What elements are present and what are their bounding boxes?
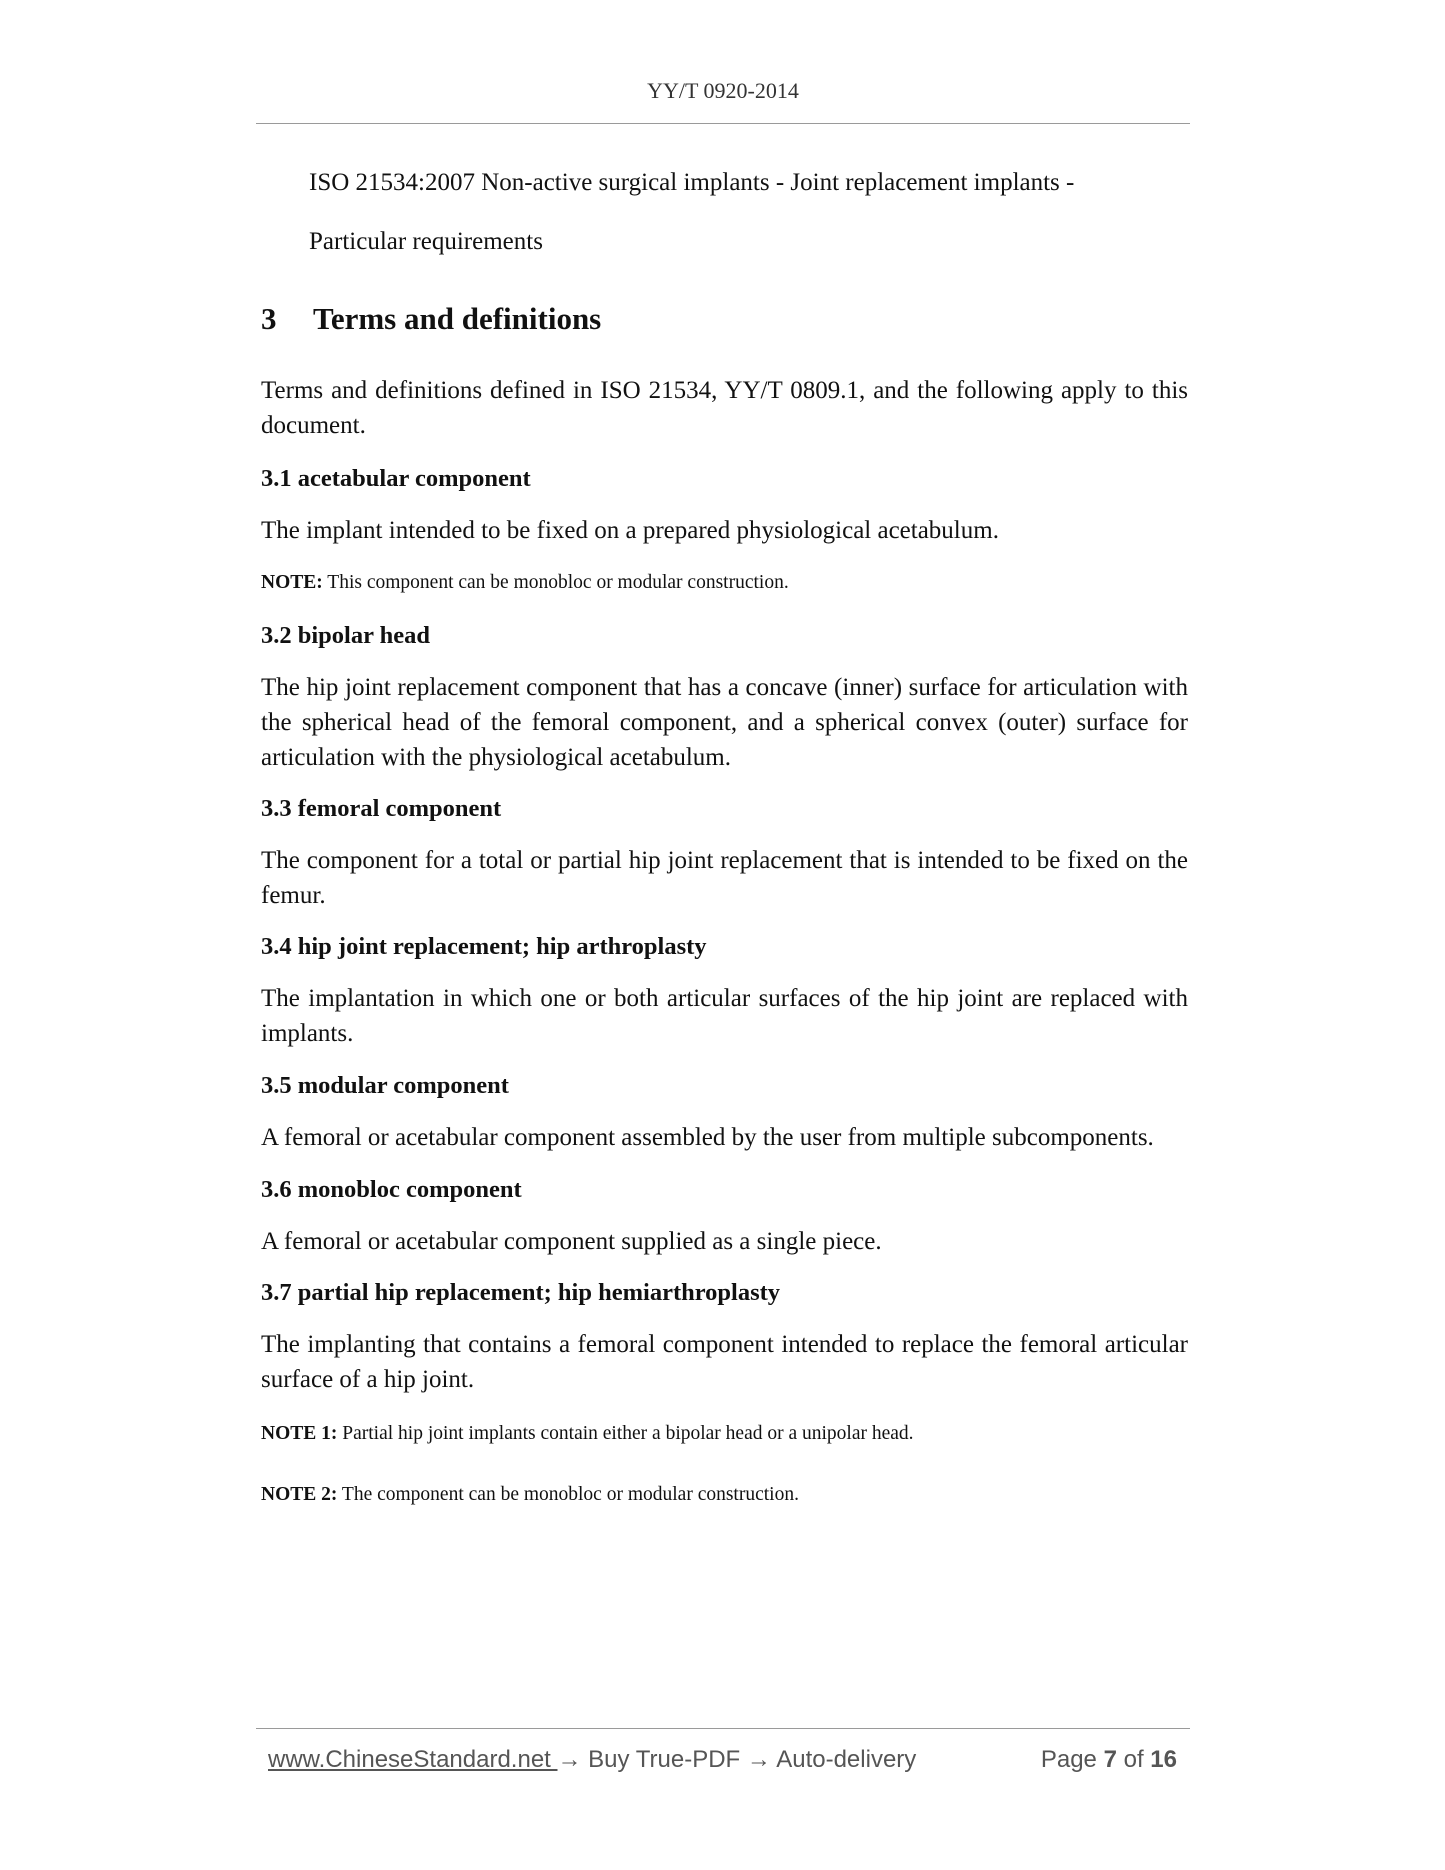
note-label: NOTE 1: [261,1423,338,1444]
reference-line-2: Particular requirements [309,228,543,255]
page-indicator [1041,1746,1177,1774]
term-heading: 3.5 modular component [261,1072,509,1099]
term-heading: 3.2 bipolar head [261,622,431,649]
note [261,569,1188,597]
total-pages: 16 [1150,1746,1177,1773]
term-definition: The implantation in which one or both articular surfaces of the hip joint are replaced with implants. [261,985,1188,1047]
term-definition: The implant intended to be fixed on a prepared physiological acetabulum. [261,517,999,544]
section-number: 3 [261,301,277,336]
header-divider [256,123,1190,124]
of-label: of [1123,1746,1144,1773]
term-definition: The implanting that contains a femoral component intended to replace the femoral articular surface of a hip joint. [261,1331,1188,1393]
note [261,1481,1188,1509]
term-heading: 3.7 partial hip replacement; hip hemiarthroplasty [261,1279,781,1306]
section-heading [261,299,1188,339]
term-heading: 3.4 hip joint replacement; hip arthroplasty [261,933,707,960]
term-definition: The component for a total or partial hip joint replacement that is intended to be fixed on the femur. [261,847,1188,909]
document-header: YY/T 0920-2014 [647,78,799,103]
footer-promo-text: → Buy True-PDF → Auto-delivery [557,1746,917,1773]
note-label: NOTE 2: [261,1484,338,1505]
intro-paragraph: Terms and definitions defined in ISO 21534, YY/T 0809.1, and the following apply to this document. [261,377,1188,439]
term-definition: The hip joint replacement component that has a concave (inner) surface for articulation with the spherical head of the femoral component, and a spherical convex (outer) surface for articulation with the physiological acetabulum. [261,674,1188,771]
page-content [261,166,1188,1509]
reference-line-1: ISO 21534:2007 Non-active surgical implants - Joint replacement implants - [309,169,1075,196]
note-text: This component can be monobloc or modular construction. [327,572,789,593]
footer-divider [256,1728,1190,1729]
current-page-number: 7 [1103,1746,1117,1773]
term-heading: 3.1 acetabular component [261,465,531,492]
footer-promo [268,1746,916,1774]
page-label: Page [1040,1746,1097,1773]
term-heading: 3.6 monobloc component [261,1176,522,1203]
section-title: Terms and definitions [313,301,602,336]
note-text: Partial hip joint implants contain either a bipolar head or a unipolar head. [342,1423,914,1444]
term-definition: A femoral or acetabular component assembled by the user from multiple subcomponents. [261,1124,1154,1151]
note-label: NOTE: [261,572,323,593]
note [261,1420,1188,1448]
term-heading: 3.3 femoral component [261,795,502,822]
term-definition: A femoral or acetabular component supplied as a single piece. [261,1228,882,1255]
website-link[interactable]: www.ChineseStandard.net [268,1746,558,1773]
note-text: The component can be monobloc or modular construction. [341,1484,799,1505]
